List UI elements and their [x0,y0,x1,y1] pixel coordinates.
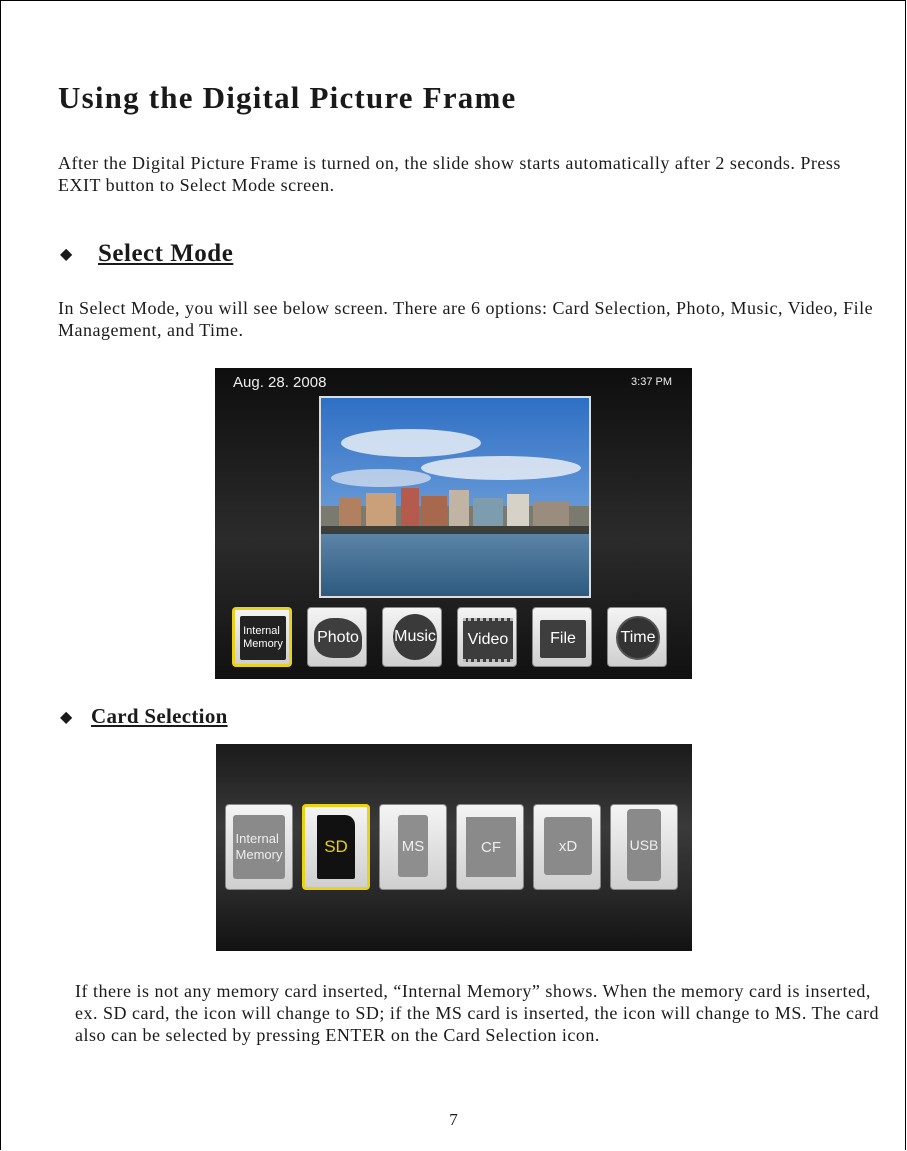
sd-label: SD [324,837,348,856]
photo-label: Photo [317,629,359,646]
intro-paragraph: After the Digital Picture Frame is turned on, the slide show starts automatically after 2 seconds. Press EXIT button to Select Mode screen. [58,153,841,195]
card-selection-heading: Card Selection [91,704,228,728]
music-button[interactable] [382,607,442,667]
photo-icon [314,618,362,658]
page-title: Using the Digital Picture Frame [58,80,517,115]
usb-icon [627,809,661,881]
usb-label: USB [629,837,659,853]
time-label: Time [620,629,656,646]
video-label: Video [467,631,509,648]
ms-card-button[interactable] [379,804,447,890]
select-mode-paragraph: In Select Mode, you will see below screen. There are 6 options: Card Selection, Photo, Music, Video, File Management, and Time. [58,298,874,340]
internal-memory-card-label-line2: Memory [235,847,283,862]
ms-card-icon [398,815,428,877]
select-mode-heading-row [60,240,233,268]
cf-card-icon [466,817,516,877]
sd-card-button[interactable] [302,804,370,890]
screen-time: 3:37 PM [631,376,672,388]
mode-icon-bar [232,607,667,667]
music-icon [393,614,437,660]
xd-card-icon [544,817,592,875]
video-button[interactable] [457,607,517,667]
time-button[interactable] [607,607,667,667]
ms-label: MS [401,837,425,855]
clock-icon [616,616,660,660]
page-number: 7 [449,1110,458,1129]
xd-card-button[interactable] [533,804,601,890]
cf-label: CF [481,838,501,856]
video-icon [463,618,513,662]
internal-memory-button[interactable] [232,607,292,667]
folder-icon [540,620,586,658]
select-mode-heading: Select Mode [98,240,234,267]
photo-button[interactable] [307,607,367,667]
xd-label: xD [558,837,578,855]
internal-memory-card-label [236,831,283,863]
file-button[interactable] [532,607,592,667]
screen-date: Aug. 28. 2008 [233,374,327,391]
internal-memory-label-line1: Internal [243,625,280,637]
music-label: Music [394,628,436,645]
select-mode-screenshot [215,368,692,679]
internal-memory-icon [240,616,286,660]
card-selection-screenshot [216,744,692,951]
card-selection-heading-row [60,704,228,729]
cf-card-button[interactable] [456,804,524,890]
card-icon-bar [225,804,678,890]
usb-button[interactable] [610,804,678,890]
bullet-icon: ◆ [60,246,73,263]
bullet-icon: ◆ [60,708,73,726]
sd-card-icon [317,815,355,879]
internal-memory-icon [233,815,285,879]
file-label: File [550,630,576,647]
card-selection-paragraph: If there is not any memory card inserted, “Internal Memory” shows. When the memory card is inserted, ex. SD card, the icon will change to SD; if the MS card is inserted, the icon will change to MS. The card also can be selected by pressing ENTER on the Card Selection icon. [75,981,879,1045]
internal-memory-card-label-line1: Internal [235,831,279,846]
internal-memory-label-line2: Memory [243,638,283,650]
slideshow-photo [319,396,591,598]
internal-memory-card-button[interactable] [225,804,293,890]
internal-memory-label [243,625,283,651]
